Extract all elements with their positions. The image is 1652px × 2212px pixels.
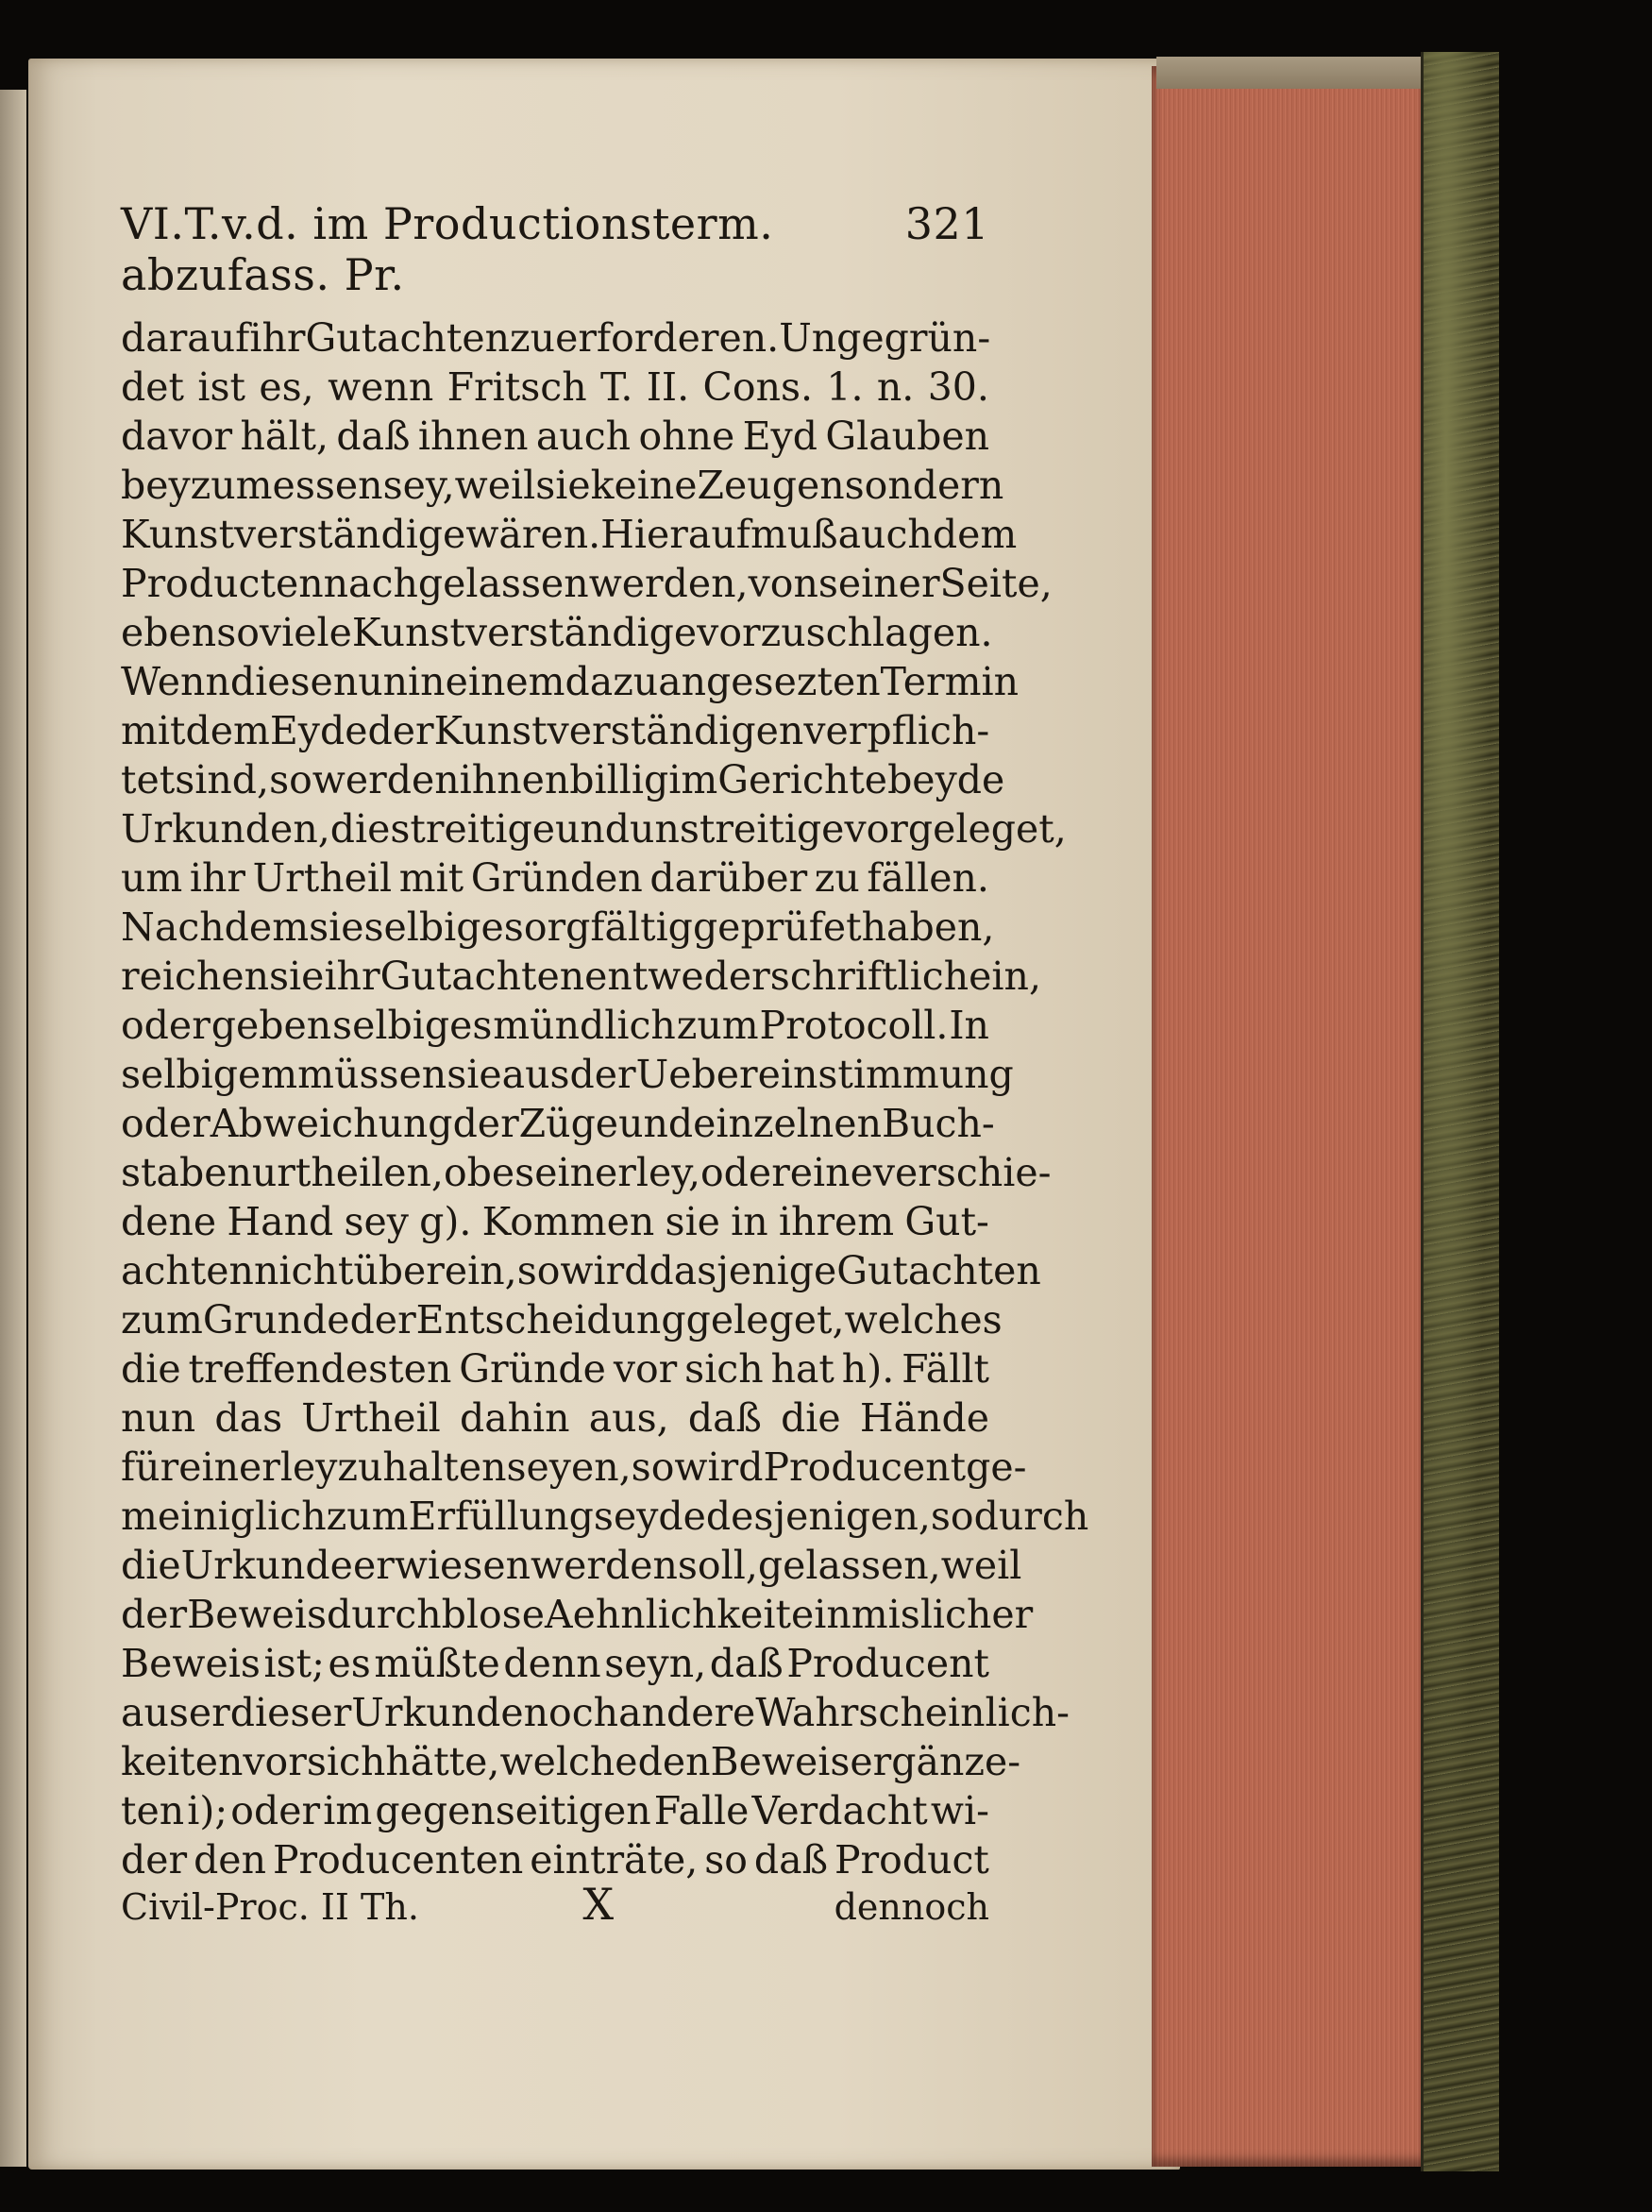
text-line: selbigem müssen sie aus der Uebereinstimmung <box>121 1052 1014 1097</box>
text-line: beyzumessen sey, weil sie keine Zeugen sondern <box>121 463 1004 508</box>
text-line: der den Producenten einträte, so daß Product <box>121 1837 989 1883</box>
page-top-edge <box>1156 57 1421 89</box>
text-line: tet sind, so werden ihnen billig im Gerichte beyde <box>121 757 1005 802</box>
text-line: darauf ihr Gutachten zu erforderen. Ungegrün- <box>121 315 991 361</box>
text-line: det ist es, wenn Fritsch T. II. Cons. 1. n. 30. <box>121 364 989 410</box>
text-line: mit dem Eyde der Kunstverständigen verpflich- <box>121 708 990 753</box>
text-line: reichen sie ihr Gutachten entweder schriftlich ein, <box>121 954 1041 999</box>
text-line: die treffendesten Gründe vor sich hat h). Fällt <box>121 1346 989 1392</box>
body-text <box>121 313 1089 1884</box>
signature-left: Civil-Proc. II Th. <box>121 1886 419 1928</box>
page-fore-edge <box>1152 66 1425 2167</box>
catchword: dennoch <box>834 1886 989 1928</box>
text-line: davor hält, daß ihnen auch ohne Eyd Glauben <box>121 414 989 459</box>
text-line: für einerley zu halten seyen, so wird Producent ge- <box>121 1444 1027 1490</box>
text-line: eben so viele Kunstverständige vorzuschlagen. <box>121 610 993 655</box>
text-line: Kunstverständige wären. Hierauf muß auch dem <box>121 512 1018 557</box>
text-line: die Urkunde erwiesen werden soll, gelassen, weil <box>121 1543 1022 1588</box>
text-line: oder geben selbiges mündlich zum Protocoll. In <box>121 1003 989 1048</box>
text-line: meiniglich zum Erfüllungseyde desjenigen, so durch <box>121 1494 1089 1539</box>
text-line: achten nicht überein, so wird dasjenige Gutachten <box>121 1248 1041 1293</box>
text-line: Producten nachgelassen werden, von seiner Seite, <box>121 561 1053 606</box>
text-line: um ihr Urtheil mit Gründen darüber zu fällen. <box>121 855 989 901</box>
text-line: ten i); oder im gegenseitigen Falle Verdacht wi- <box>121 1788 989 1833</box>
page-footer <box>121 1879 989 1930</box>
text-line: Wenn diese nun in einem dazu angesezten Termin <box>121 659 1020 704</box>
text-line: auser dieser Urkunde noch andere Wahrscheinlich- <box>121 1690 1070 1735</box>
marbled-cover <box>1421 52 1499 2171</box>
running-header <box>121 198 989 300</box>
text-line: der Beweis durch blose Aehnlichkeit ein mislicher <box>121 1592 1034 1637</box>
text-line: staben urtheilen, ob es einerley, oder eine verschie- <box>121 1150 1052 1195</box>
text-line: nun das Urtheil dahin aus, daß die Hände <box>121 1395 989 1441</box>
text-block <box>121 198 1089 1884</box>
text-line: Beweis ist; es müßte denn seyn, daß Producent <box>121 1641 989 1686</box>
text-line: Urkunden, die streitige und unstreitige vorgeleget, <box>121 806 1067 852</box>
previous-page-edge <box>0 90 26 2167</box>
text-line: oder Abweichung der Züge und einzelnen Buch- <box>121 1101 995 1146</box>
text-line: zum Grunde der Entscheidung geleget, welches <box>121 1297 1003 1342</box>
signature-mark: X <box>582 1879 615 1930</box>
running-title: VI.T.v.d. im Productionsterm. abzufass. Pr. <box>121 198 774 300</box>
text-line: Nachdem sie selbige sorgfältig geprüfet haben, <box>121 904 995 950</box>
page-number: 321 <box>904 198 989 249</box>
text-line: dene Hand sey g). Kommen sie in ihrem Gut- <box>121 1199 989 1244</box>
text-line: keiten vor sich hätte, welche den Beweis ergänze- <box>121 1739 1021 1784</box>
